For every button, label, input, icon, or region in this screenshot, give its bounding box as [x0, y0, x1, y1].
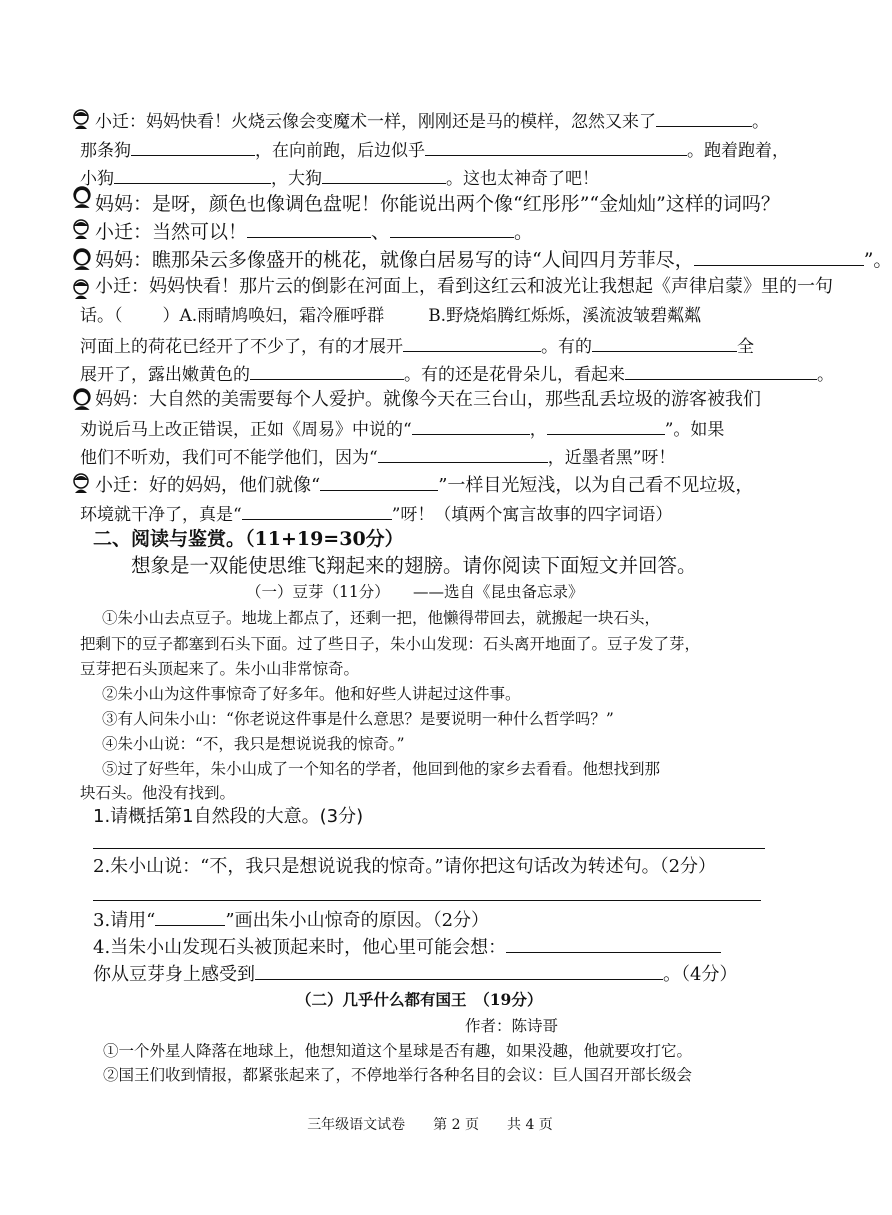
- dialogue-text: ，: [529, 420, 547, 440]
- dialogue-text: 妈妈：是呀，颜色也像调色盘呢！你能说出两个像“红彤彤”“金灿灿”这样的词吗？: [95, 193, 780, 215]
- dialogue-line-7: [95, 276, 833, 298]
- answer-blank[interactable]: [114, 166, 271, 184]
- dialogue-text: 话。（: [80, 306, 123, 326]
- dialogue-text: 小迁：好的妈妈，他们就像“: [95, 475, 321, 496]
- answer-blank[interactable]: [694, 248, 864, 266]
- dialogue-text: ）A.雨晴鸠唤妇，霜冷雁呼群: [162, 306, 385, 326]
- dialogue-text: B.野烧焰腾红烁烁，溪流波皱碧粼粼: [428, 306, 702, 326]
- dialogue-text: ”一样目光短浅，以为自己看不见垃圾，: [438, 475, 754, 496]
- dialogue-line-15: [80, 502, 672, 526]
- dialogue-text: 。有的还是花骨朵儿，看起来: [404, 365, 625, 385]
- boy-avatar-icon: [70, 218, 92, 240]
- dialogue-text: ”呀！（填两个寓言故事的四字词语）: [391, 505, 673, 525]
- question-1: 1.请概括第1自然段的大意。(3分): [93, 806, 364, 827]
- passage2-title: （二）几乎什么都有国王 （19分）: [296, 990, 543, 1009]
- question-text: 4.当朱小山发现石头被顶起来时，他心里可能会想：: [93, 937, 507, 958]
- dialogue-text: 河面上的荷花已经开了不少了，有的才展开: [80, 337, 403, 357]
- passage1-paragraph: ①朱小山去点豆子。地垅上都点了，还剩一把，他懒得带回去，就搬起一块石头，: [102, 609, 661, 627]
- question-4: [93, 935, 721, 959]
- answer-blank[interactable]: [425, 138, 687, 156]
- passage1-paragraph: 豆芽把石头顶起来了。朱小山非常惊奇。: [80, 660, 360, 678]
- dialogue-text: ，大狗: [271, 169, 322, 189]
- passage1-title: （一）豆芽（11分） ——选自《昆虫备忘录》: [246, 583, 584, 601]
- girl-avatar-icon: [70, 385, 94, 411]
- dialogue-text: 、: [371, 221, 391, 243]
- passage1-paragraph: 把剩下的豆子都塞到石头下面。过了些日子，朱小山发现：石头离开地面了。豆子发了芽，: [80, 635, 701, 653]
- dialogue-line-12: [80, 417, 724, 441]
- underline-sample: [155, 908, 225, 926]
- dialogue-text: 。: [752, 112, 769, 132]
- answer-blank[interactable]: [625, 362, 817, 380]
- section-heading: 二、阅读与鉴赏。（11+19=30分）: [93, 528, 404, 550]
- dialogue-text: 全: [737, 337, 754, 357]
- dialogue-line-11: [95, 389, 761, 411]
- question-3: [93, 908, 489, 932]
- dialogue-line-10: [80, 362, 834, 386]
- dialogue-text: 小迁：当然可以！: [95, 221, 248, 243]
- question-text: 。（4分）: [663, 964, 738, 985]
- dialogue-text: ，在向前跑，后边似乎: [255, 141, 425, 161]
- answer-blank[interactable]: [378, 445, 548, 463]
- dialogue-text: 。: [514, 221, 534, 243]
- dialogue-line-6: [95, 248, 892, 271]
- answer-blank[interactable]: [547, 417, 665, 435]
- dialogue-text: 。有的: [541, 337, 592, 357]
- question-text: 3.请用“: [93, 910, 156, 931]
- passage1-paragraph: 块石头。他没有找到。: [80, 784, 236, 802]
- dialogue-line-13: [80, 445, 675, 469]
- boy-avatar-icon: [70, 108, 92, 130]
- dialogue-text: 。跑着跑着，: [687, 141, 789, 161]
- dialogue-line-1: [95, 109, 769, 133]
- answer-blank[interactable]: [322, 166, 446, 184]
- dialogue-line-3: [80, 166, 599, 190]
- dialogue-text: 环境就干净了，真是“: [80, 505, 242, 525]
- answer-blank[interactable]: [390, 220, 514, 238]
- dialogue-line-5: [95, 220, 533, 243]
- section-intro: 想象是一双能使思维飞翔起来的翅膀。请你阅读下面短文并回答。: [131, 554, 697, 577]
- answer-blank[interactable]: [412, 417, 530, 435]
- dialogue-text: 妈妈：大自然的美需要每个人爱护。就像今天在三台山，那些乱丢垃圾的游客被我们: [95, 389, 761, 410]
- dialogue-text: 劝说后马上改正错误，正如《周易》中说的“: [80, 420, 412, 440]
- passage1-paragraph: ③有人问朱小山：“你老说这件事是什么意思？是要说明一种什么哲学吗？”: [102, 710, 614, 728]
- dialogue-text: ”。: [863, 249, 892, 271]
- dialogue-text: 展开了，露出嫩黄色的: [80, 365, 250, 385]
- dialogue-text: 。: [817, 365, 834, 385]
- answer-blank[interactable]: [242, 502, 392, 520]
- question-text: 你从豆芽身上感受到: [93, 964, 255, 985]
- dialogue-line-14: [95, 473, 753, 497]
- answer-blank[interactable]: [403, 334, 541, 352]
- boy-avatar-icon: [70, 472, 92, 494]
- dialogue-text: 他们不听劝，我们可不能学他们，因为“: [80, 448, 378, 468]
- dialogue-text: 那条狗: [80, 141, 131, 161]
- answer-blank[interactable]: [250, 362, 404, 380]
- answer-line[interactable]: [93, 900, 761, 901]
- dialogue-line-8: [80, 305, 701, 327]
- girl-avatar-icon: [70, 245, 94, 271]
- dialogue-text: 小迁：妈妈快看！火烧云像会变魔术一样，刚刚还是马的模样，忽然又来了: [95, 112, 656, 132]
- answer-blank[interactable]: [592, 334, 737, 352]
- boy-avatar-icon: [70, 278, 92, 300]
- answer-blank[interactable]: [656, 109, 752, 127]
- answer-blank[interactable]: [255, 962, 663, 980]
- answer-blank[interactable]: [131, 138, 255, 156]
- page-footer: 三年级语文试卷 第 2 页 共 4 页: [307, 1117, 553, 1133]
- question-4b: [93, 962, 737, 986]
- dialogue-text: 。这也太神奇了吧！: [446, 169, 599, 189]
- dialogue-text: ”。如果: [664, 420, 725, 440]
- answer-blank[interactable]: [320, 473, 438, 491]
- question-text: ”画出朱小山惊奇的原因。（2分）: [225, 910, 490, 931]
- question-2: 2.朱小山说：“不，我只是想说说我的惊奇。”请你把这句话改为转述句。（2分）: [93, 856, 717, 877]
- dialogue-line-4: [95, 193, 780, 215]
- dialogue-text: 妈妈：瞧那朵云多像盛开的桃花，就像白居易写的诗“人间四月芳菲尽，: [95, 249, 694, 271]
- dialogue-line-2: [80, 138, 789, 162]
- dialogue-text: 小狗: [80, 169, 114, 189]
- dialogue-text: 小迁：妈妈快看！那片云的倒影在河面上，看到这红云和波光让我想起《声律启蒙》里的一句: [95, 276, 833, 297]
- answer-blank[interactable]: [247, 220, 371, 238]
- passage2-author: 作者：陈诗哥: [465, 1017, 559, 1035]
- passage2-paragraph: ①一个外星人降落在地球上，他想知道这个星球是否有趣，如果没趣，他就要攻打它。: [103, 1042, 693, 1060]
- passage2-paragraph: ②国王们收到情报，都紧张起来了，不停地举行各种名目的会议：巨人国召开部长级会: [103, 1066, 693, 1084]
- passage1-paragraph: ④朱小山说：“不，我只是想说说我的惊奇。”: [102, 735, 405, 753]
- dialogue-text: ，近墨者黑”呀！: [547, 448, 676, 468]
- passage1-paragraph: ②朱小山为这件事惊奇了好多年。他和好些人讲起过这件事。: [102, 685, 521, 703]
- answer-line[interactable]: [93, 848, 765, 849]
- dialogue-line-9: [80, 334, 754, 358]
- answer-blank[interactable]: [506, 935, 721, 953]
- passage1-paragraph: ⑤过了好些年，朱小山成了一个知名的学者，他回到他的家乡去看看。他想找到那: [102, 760, 661, 778]
